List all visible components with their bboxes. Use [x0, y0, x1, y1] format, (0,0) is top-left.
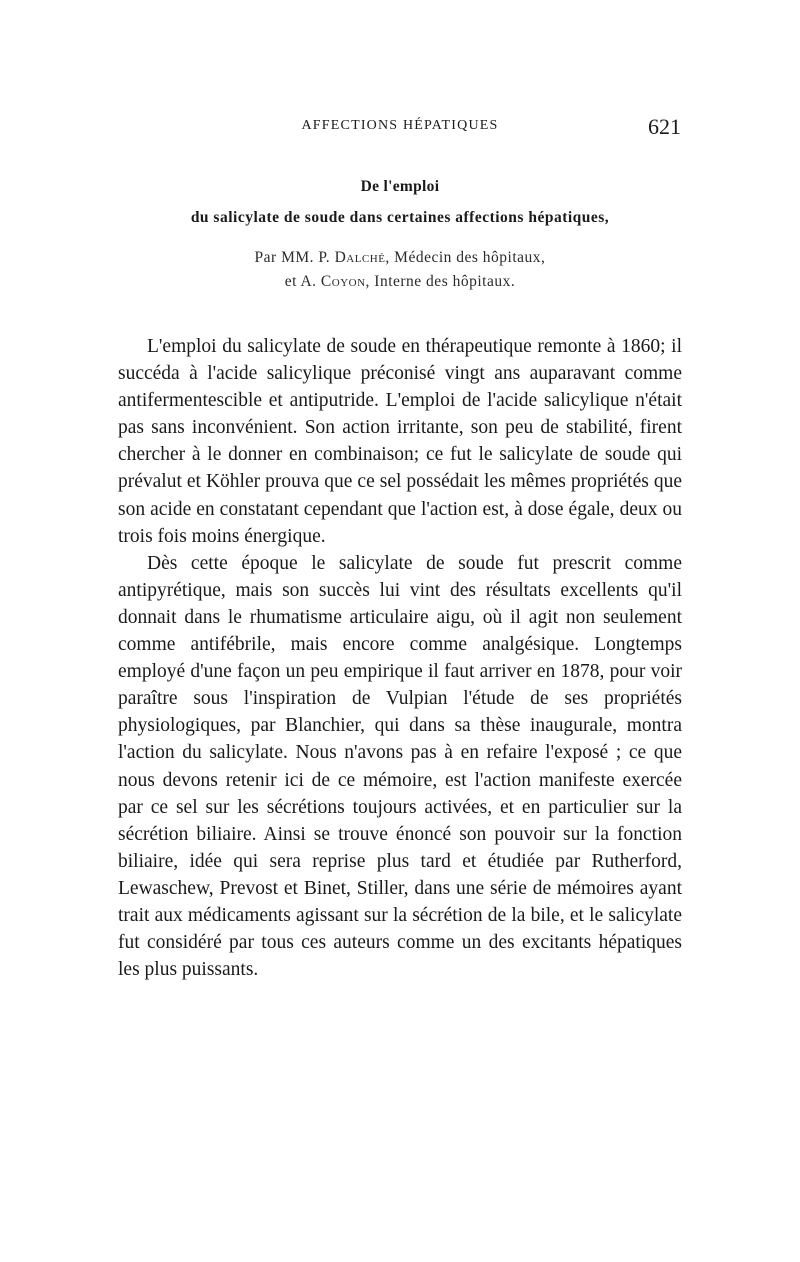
byline-line-1	[105, 246, 695, 270]
byline-line-2	[105, 270, 695, 294]
paragraph: Dès cette époque le salicylate de soude fut prescrit comme antipyrétique, mais son succès lui vint des résultats excellents qu'il donnait dans le rhumatisme articulaire aigu, où il agit non seulement comme antifébrile, mais encore comme analgésique. Longtemps employé d'une façon un peu empirique il faut arriver en 1878, pour voir paraître sous l'inspiration de Vulpian l'étude de ses propriétés physiologiques, par Blanchier, qui dans sa thèse inaugurale, montra l'action du salicylate. Nous n'avons pas à en refaire l'exposé ; ce que nous devons retenir ici de ce mémoire, est l'action manifeste exercée par ce sel sur les sécrétions toujours activées, et en particulier sur la sécrétion biliaire. Ainsi se trouve énoncé son pouvoir sur la fonction biliaire, idée qui sera reprise plus tard et étudiée par Rutherford, Lewaschew, Prevost et Binet, Stiller, dans une série de mémoires ayant trait aux médicaments agissant sur la sécrétion de la bile, et le salicylate fut considéré par tous ces auteurs comme un des excitants hépatiques les plus puissants.	[118, 552, 682, 981]
paragraph: L'emploi du salicylate de soude en thérapeutique remonte à 1860; il succéda à l'acide salicylique préconisé vingt ans auparavant comme antifermentescible et antiputride. L'emploi de l'acide salicylique n'était pas sans inconvénient. Son action irritante, son peu de stabilité, firent chercher à le donner en combinaison; ce fut le salicylate de soude qui prévalut et Köhler prouva que ce sel possédait les mêmes propriétés que son acide en constatant cependant que l'action est, à dose égale, deux ou trois fois moins énergique.	[118, 336, 682, 547]
article-title-line-1: De l'emploi	[360, 178, 440, 195]
byline	[105, 246, 695, 294]
running-head	[119, 114, 681, 142]
byline-prefix-1: Par MM. P.	[254, 249, 335, 266]
article-title-line-2: du salicylate de soude dans certaines affections hépatiques,	[190, 209, 610, 226]
author-name-1: Dalché	[334, 249, 386, 266]
byline-suffix-1: , Médecin des hôpitaux,	[385, 249, 546, 266]
author-name-2: Coyon	[320, 273, 366, 290]
byline-suffix-2: , Interne des hôpitaux.	[365, 273, 516, 290]
article-body	[118, 333, 682, 983]
article-heading	[105, 176, 695, 294]
page-number: 621	[648, 114, 681, 139]
byline-prefix-2: et A.	[284, 273, 321, 290]
running-title: AFFECTIONS HÉPATIQUES	[301, 118, 499, 133]
